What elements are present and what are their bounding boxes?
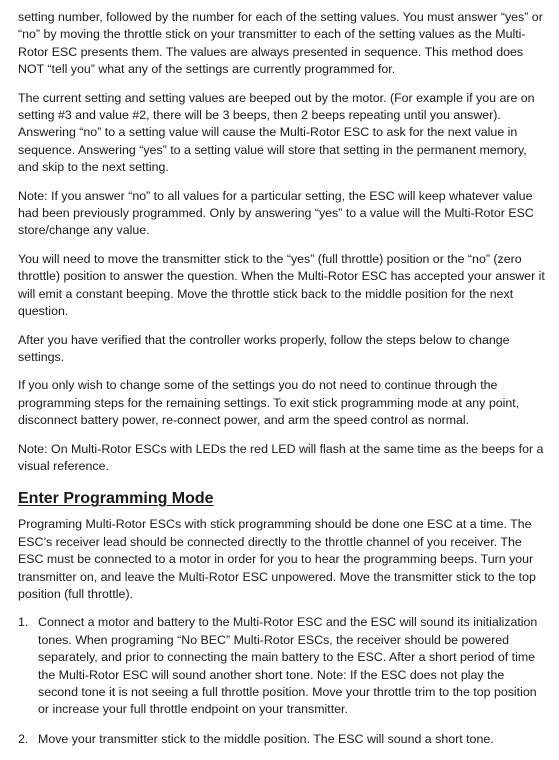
step-number: 2. (18, 731, 29, 746)
paragraph: Note: If you answer “no” to all values for a particular setting, the ESC will keep whatever value had been previously programmed. Only by answering “yes” to a value will the Multi-Rotor ESC store/change any value. (18, 188, 534, 238)
paragraph: After you have verified that the controller works properly, follow the steps below to change settings. (18, 332, 510, 364)
list-item (18, 614, 546, 718)
list-item (18, 731, 546, 748)
section-heading: Enter Programming Mode (18, 490, 214, 508)
section-intro: Programing Multi-Rotor ESCs with stick programming should be done one ESC at a time. The ESC’s receiver lead should be connected directly to the throttle channel of you receiver. The ESC must be connected to a motor in order for you to hear the programming beeps. Turn your transmitter on, and leave the Multi-Rotor ESC unpowered. Move the transmitter stick to the top position (full throttle). (18, 517, 536, 601)
step-number: 1. (18, 615, 29, 630)
step-text: Connect a motor and battery to the Multi-Rotor ESC and the ESC will sound its initialization tones. When programing “No BEC” Multi-Rotor ESCs, the receiver should be powered separately, and prior to connecting the main battery to the ESC. After a short period of time the Multi-Rotor ESC will sound another short tone. Note: If the ESC does not play the second tone it is not seeing a full throttle position. Move your throttle trim to the top position or increase your full throttle endpoint on your transmitter. (38, 615, 538, 717)
paragraph: The current setting and setting values are beeped out by the motor. (For example if you are on setting #3 and value #2, there will be 3 beeps, then 2 beeps repeating until you answer). Answering “no” to a setting value will cause the Multi-Rotor ESC to ask for the next value in sequence. Answering “yes” to a setting value will store that setting in the permanent memory, and skip to the next setting. (18, 90, 535, 175)
paragraph: You will need to move the transmitter stick to the “yes” (full throttle) position or the “no” (zero throttle) position to answer the question. When the Multi-Rotor ESC has accepted your answer it will emit a constant beeping. Move the throttle stick back to the middle position for the next question. (18, 251, 545, 319)
step-text: Move your transmitter stick to the middle position. The ESC will sound a short tone. (38, 731, 494, 746)
paragraph: Note: On Multi-Rotor ESCs with LEDs the red LED will flash at the same time as the beeps for a visual reference. (18, 441, 544, 473)
document-page (18, 9, 546, 760)
paragraph: setting number, followed by the number for each of the setting values. You must answer “yes” or “no” by moving the throttle stick on your transmitter to each of the setting values as the Multi-Rotor ESC presents them. The values are always presented in sequence. This method does NOT “tell you” what any of the settings are currently programmed for. (18, 10, 543, 77)
paragraph: If you only wish to change some of the settings you do not need to continue through the programming steps for the remaining settings. To exit stick programming mode at any point, disconnect battery power, re-connect power, and arm the speed control as normal. (18, 378, 520, 428)
steps-list (18, 614, 546, 748)
